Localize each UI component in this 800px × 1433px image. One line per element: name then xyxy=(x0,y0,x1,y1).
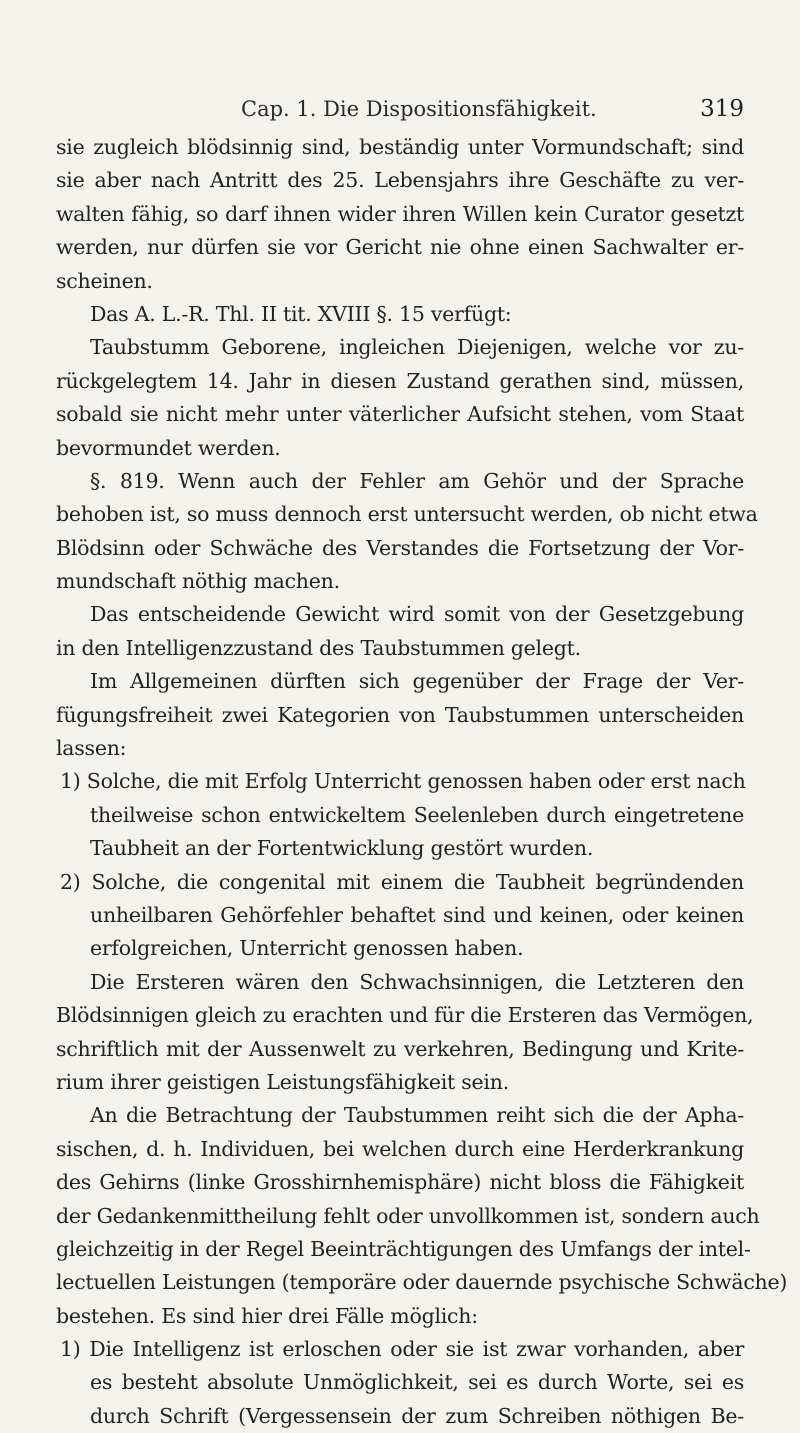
text-line: 2) Solche, die congenital mit einem die Taubheit begründenden xyxy=(60,869,744,894)
running-title: Cap. 1. Die Dispositionsfähigkeit. xyxy=(241,97,597,121)
text-line: rium ihrer geistigen Leistungsfähigkeit sein. xyxy=(56,1069,509,1094)
text-line: Blödsinn oder Schwäche des Verstandes die Fortsetzung der Vor- xyxy=(56,535,744,560)
text-line: des Gehirns (linke Grosshirnhemisphäre) nicht bloss die Fähigkeit xyxy=(56,1170,744,1195)
text-line: in den Intelligenzzustand des Taubstummen gelegt. xyxy=(56,635,581,660)
page-text xyxy=(56,131,788,1433)
text-line: Das entscheidende Gewicht wird somit von der Gesetzgebung xyxy=(90,602,744,627)
text-line: sie aber nach Antritt des 25. Lebensjahrs ihre Geschäfte zu ver- xyxy=(56,168,744,193)
text-line: Die Ersteren wären den Schwachsinnigen, die Letzteren den xyxy=(90,969,744,994)
text-line: der Gedankenmittheilung fehlt oder unvollkommen ist, sondern auch xyxy=(56,1203,760,1228)
running-header xyxy=(56,96,744,122)
text-line: §. 819. Wenn auch der Fehler am Gehör und der Sprache xyxy=(90,468,744,493)
text-line: lectuellen Leistungen (temporäre oder dauernde psychische Schwäche) xyxy=(56,1270,788,1295)
text-line: bestehen. Es sind hier drei Fälle möglich: xyxy=(56,1303,478,1328)
text-line: werden, nur dürfen sie vor Gericht nie ohne einen Sachwalter er- xyxy=(56,235,744,260)
text-line: fügungsfreiheit zwei Kategorien von Taubstummen unterscheiden xyxy=(56,702,744,727)
text-line: bevormundet werden. xyxy=(56,435,281,460)
text-line: theilweise schon entwickeltem Seelenleben durch eingetretene xyxy=(90,802,744,827)
text-line: 1) Solche, die mit Erfolg Unterricht genossen haben oder erst nach xyxy=(60,769,746,794)
text-line: behoben ist, so muss dennoch erst untersucht werden, ob nicht etwa xyxy=(56,502,758,527)
text-line: gleichzeitig in der Regel Beeinträchtigungen des Umfangs der intel- xyxy=(56,1236,751,1261)
text-line: durch Schrift (Vergessensein der zum Schreiben nöthigen Be- xyxy=(90,1403,744,1428)
text-line: sischen, d. h. Individuen, bei welchen durch eine Herderkrankung xyxy=(56,1136,744,1161)
text-line: scheinen. xyxy=(56,268,153,293)
text-line: rückgelegtem 14. Jahr in diesen Zustand gerathen sind, müssen, xyxy=(56,368,744,393)
text-line: mundschaft nöthig machen. xyxy=(56,569,340,594)
text-line: Das A. L.-R. Thl. II tit. XVIII §. 15 verfügt: xyxy=(90,301,512,326)
text-line: lassen: xyxy=(56,736,127,761)
text-line: 1) Die Intelligenz ist erloschen oder sie ist zwar vorhanden, aber xyxy=(60,1337,744,1362)
text-line: walten fähig, so darf ihnen wider ihren Willen kein Curator gesetzt xyxy=(56,201,744,226)
text-line: Taubstumm Geborene, ingleichen Diejenigen, welche vor zu- xyxy=(90,335,744,360)
text-line: Taubheit an der Fortentwicklung gestört wurden. xyxy=(90,836,594,861)
text-line: An die Betrachtung der Taubstummen reiht sich die der Apha- xyxy=(90,1103,744,1128)
text-line: sie zugleich blödsinnig sind, beständig unter Vormundschaft; sind xyxy=(56,135,744,159)
text-line: Im Allgemeinen dürften sich gegenüber der Frage der Ver- xyxy=(90,669,744,694)
page-number: 319 xyxy=(700,96,744,122)
text-line: es besteht absolute Unmöglichkeit, sei es durch Worte, sei es xyxy=(90,1370,744,1395)
text-line: unheilbaren Gehörfehler behaftet sind und keinen, oder keinen xyxy=(90,902,744,927)
text-line: sobald sie nicht mehr unter väterlicher Aufsicht stehen, vom Staat xyxy=(56,402,744,427)
text-line: erfolgreichen, Unterricht genossen haben. xyxy=(90,936,524,961)
text-line: Blödsinnigen gleich zu erachten und für die Ersteren das Vermögen, xyxy=(56,1003,754,1028)
text-line: schriftlich mit der Aussenwelt zu verkehren, Bedingung und Krite- xyxy=(56,1036,744,1061)
